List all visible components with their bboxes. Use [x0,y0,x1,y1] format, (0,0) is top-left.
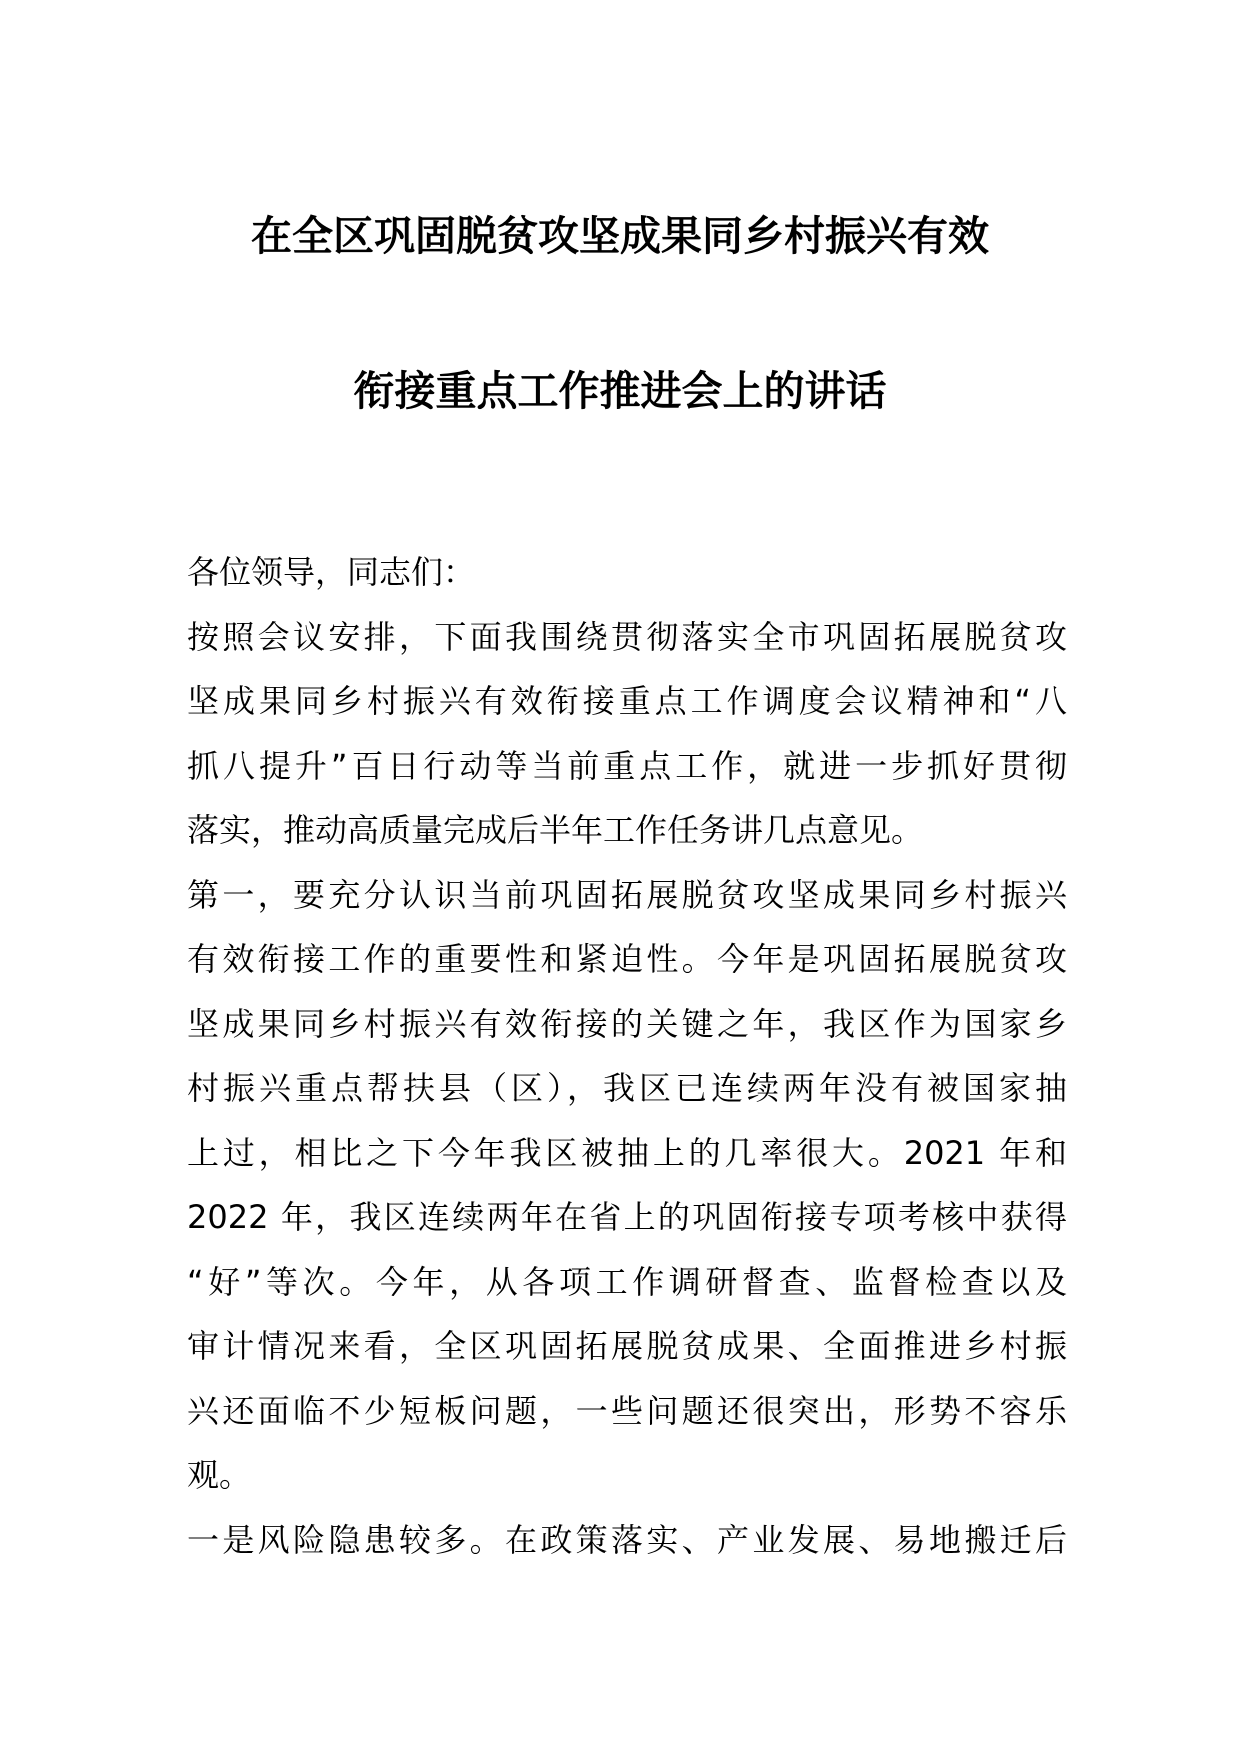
body-line: 第一，要充分认识当前巩固拓展脱贫攻坚成果同乡村振兴 [187,876,1067,914]
body-line: 观。 [187,1456,252,1494]
body-line: 一是风险隐患较多。在政策落实、产业发展、易地搬迁后 [187,1521,1067,1559]
body-line: 按照会议安排，下面我围绕贯彻落实全市巩固拓展脱贫攻 [187,618,1067,656]
document-title-line-1: 在全区巩固脱贫攻坚成果同乡村振兴有效 [251,212,989,260]
body-line: 坚成果同乡村振兴有效衔接的关键之年，我区作为国家乡 [187,1005,1067,1043]
body-line: 审计情况来看，全区巩固拓展脱贫成果、全面推进乡村振 [187,1327,1067,1365]
body-line: 兴还面临不少短板问题，一些问题还很突出，形势不容乐 [187,1392,1067,1430]
body-line: 抓八提升”百日行动等当前重点工作，就进一步抓好贯彻 [187,747,1067,785]
body-line: 落实，推动高质量完成后半年工作任务讲几点意见。 [187,811,924,849]
body-line: 上过，相比之下今年我区被抽上的几率很大。2021 年和 [187,1134,1067,1172]
body-line: “好”等次。今年，从各项工作调研督查、监督检查以及 [187,1263,1067,1301]
body-line: 坚成果同乡村振兴有效衔接重点工作调度会议精神和“八 [187,682,1067,720]
document-title-line-2: 衔接重点工作推进会上的讲话 [353,367,887,415]
body-line: 村振兴重点帮扶县（区），我区已连续两年没有被国家抽 [187,1069,1067,1107]
salutation: 各位领导，同志们： [187,553,476,591]
body-line: 2022 年，我区连续两年在省上的巩固衔接专项考核中获得 [187,1198,1067,1236]
body-line: 有效衔接工作的重要性和紧迫性。今年是巩固拓展脱贫攻 [187,940,1067,978]
